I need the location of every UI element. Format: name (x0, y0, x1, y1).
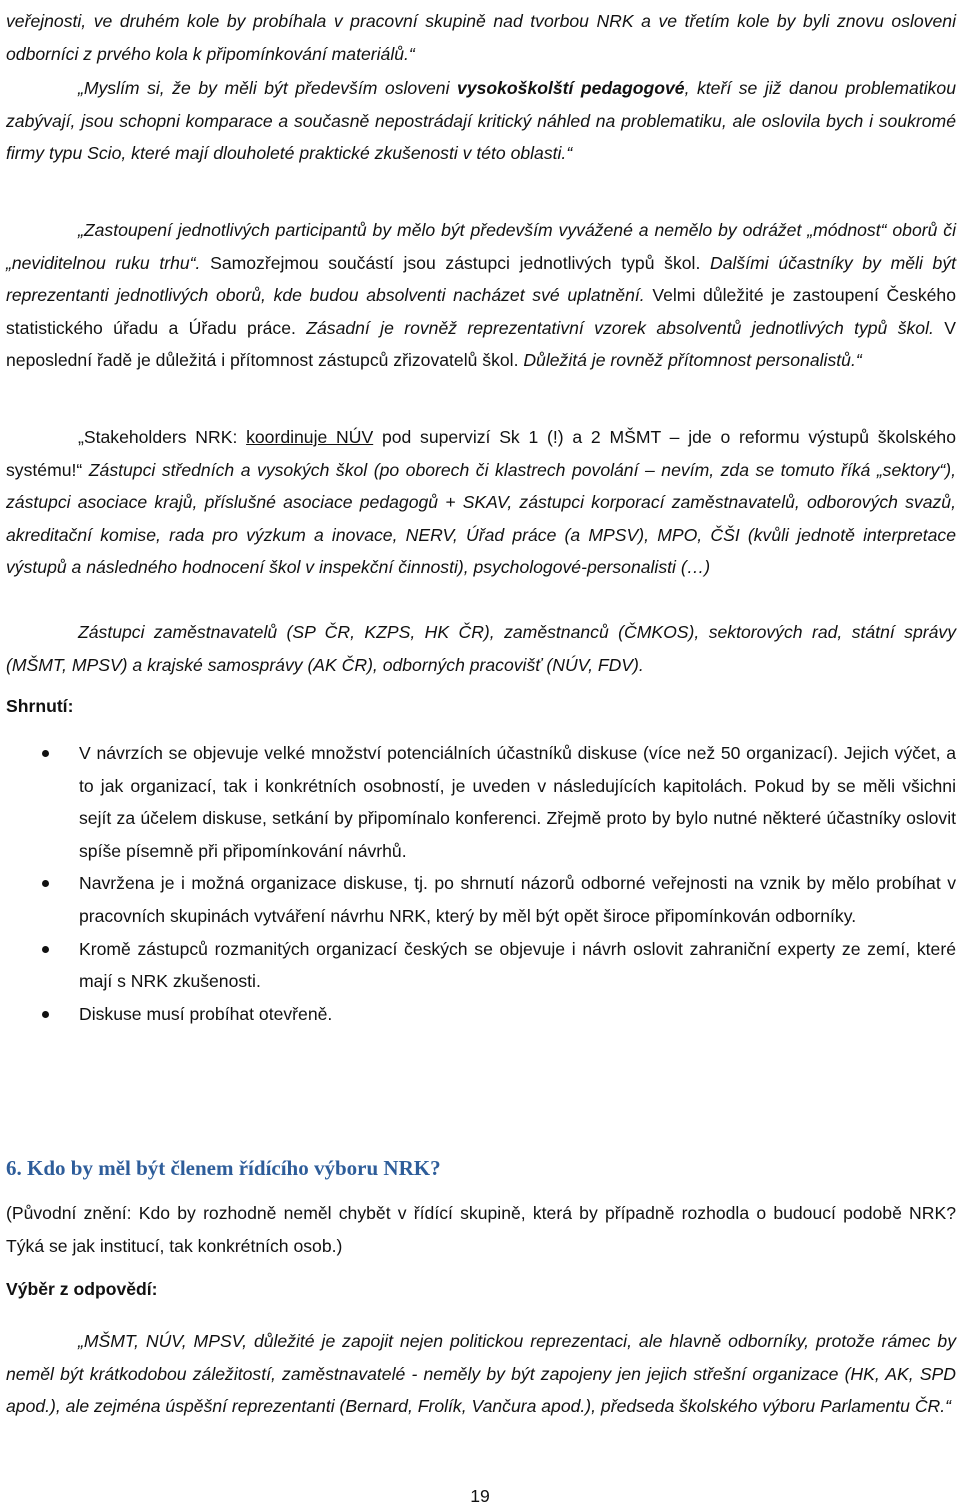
bold-text: vysokoškolští pedagogové (457, 78, 685, 98)
summary-item (0, 867, 956, 932)
text: „Zastoupení jednotlivých participantů by mělo být především vyvážené a nemělo by odrážet „módnost“ oborů či „neviditelnou ruku trhu“. (6, 220, 956, 273)
bullet-icon (42, 750, 49, 757)
original-wording: (Původní znění: Kdo by rozhodně neměl chybět v řídící skupině, která by případně rozhodla o budoucí podobě NRK? Týká se jak institucí, tak konkrétních osob.) (6, 1203, 956, 1256)
bullet-icon (42, 946, 49, 953)
text: veřejnosti, ve druhém kole by probíhala v pracovní skupině nad tvorbou NRK a ve třetím kole by byli znovu osloveni odborníci z prvého kola k připomínkování materiálů.“ (6, 11, 956, 64)
text: Diskuse musí probíhat otevřeně. (79, 1003, 333, 1024)
summary-item (0, 933, 956, 998)
text: Důležitá je rovněž přítomnost personalistů.“ (518, 350, 862, 371)
text: V neposlední řadě je důležitá i přítomnost zástupců zřizovatelů škol. (6, 317, 956, 371)
underlined-text: koordinuje NÚV (246, 427, 374, 447)
summary-label: Shrnutí: (6, 696, 74, 716)
quote-paragraph-3 (6, 421, 956, 584)
text: Samozřejmou součástí jsou zástupci jednotlivých typů škol. (200, 252, 701, 273)
summary-item (0, 737, 956, 867)
quote-paragraph-2 (6, 214, 956, 377)
answers-label: Výběr z odpovědí: (6, 1279, 158, 1299)
text: Zástupci středních a vysokých škol (po oborech či klastrech povolání – nevím, zda se tomuto říká „sektory“), zástupci asociace krajů, příslušné asociace pedagogů + SKAV, zástupci korporací zaměstnavatelů, odborových svazů, akreditační komise, rada pro výzkum a inovace, NERV, Úřad práce (a MPSV), MPO, ČŠI (kvůli jednotě interpretace výstupů a následného hodnocení škol v inspekční činnosti), psychologové-personalisti (…) (6, 459, 956, 578)
bullet-icon (42, 880, 49, 887)
quote-paragraph-4 (6, 616, 956, 681)
summary-list (0, 737, 956, 1030)
text: Kromě zástupců rozmanitých organizací českých se objevuje i návrh oslovit zahraniční experty ze zemí, které mají s NRK zkušenosti. (79, 938, 956, 992)
section-heading: 6. Kdo by měl být členem řídícího výboru NRK? (6, 1156, 441, 1180)
quote-paragraph-1 (6, 72, 956, 170)
text: , kteří se již danou problematikou zabývají, jsou schopni komparace a současně nepostrádají kritický náhled na problematiku, ale oslovila bych i soukromé firmy typu Scio, které mají dlouholeté praktické zkušenosti v této oblasti.“ (6, 78, 956, 164)
text: Dalšími účastníky by měli být reprezentanti jednotlivých oborů, kde budou absolventi nacházet své uplatnění. (6, 252, 956, 306)
summary-item (0, 998, 956, 1031)
text: Velmi důležité je zastoupení Českého statistického úřadu a Úřadu práce. (6, 285, 956, 338)
answer-quote: „MŠMT, NÚV, MPSV, důležité je zapojit nejen politickou reprezentaci, ale hlavně odborníky, protože rámec by neměl být krátkodobou záležitostí, zaměstnavatelé - neměly by být zapojeny jen jejich střešní organizace (HK, AK, SPD apod.), ale zejména úspěšní reprezentanti (Bernard, Frolík, Vančura apod.), předseda školského výboru Parlamentu ČR.“ (6, 1331, 956, 1417)
text: „Myslím si, že by měli být především osloveni (78, 78, 458, 98)
text: Zásadní je rovněž reprezentativní vzorek absolventů jednotlivých typů škol. (295, 317, 934, 338)
text: „Stakeholders NRK: (78, 427, 247, 447)
paragraph-continuation (6, 5, 956, 70)
page-number: 19 (470, 1486, 490, 1506)
text: Navržena je i možná organizace diskuse, tj. po shrnutí názorů odborné veřejnosti na vznik by mělo probíhat v pracovních skupinách vytváření návrhu NRK, který by měl být opět široce připomínkován odborníky. (79, 873, 956, 926)
text: Zástupci zaměstnavatelů (SP ČR, KZPS, HK ČR), zaměstnanců (ČMKOS), sektorových rad, státní správy (MŠMT, MPSV) a krajské samosprávy (AK ČR), odborných pracovišť (NÚV, FDV). (6, 622, 956, 675)
text: pod supervizí Sk 1 (!) a 2 MŠMT – jde o reformu výstupů školského systému!“ (6, 427, 956, 480)
bullet-icon (42, 1011, 49, 1018)
text: V návrzích se objevuje velké množství potenciálních účastníků diskuse (více než 50 organizací). Jejich výčet, a to jak organizací, tak i konkrétních osobností, je uveden v následujících kapitolách. Pokud by se měli všichni sejít za účelem diskuse, setkání by připomínalo konferenci. Zřejmě proto by bylo nutné některé účastníky oslovit spíše písemně při připomínkování návrhů. (79, 743, 956, 861)
